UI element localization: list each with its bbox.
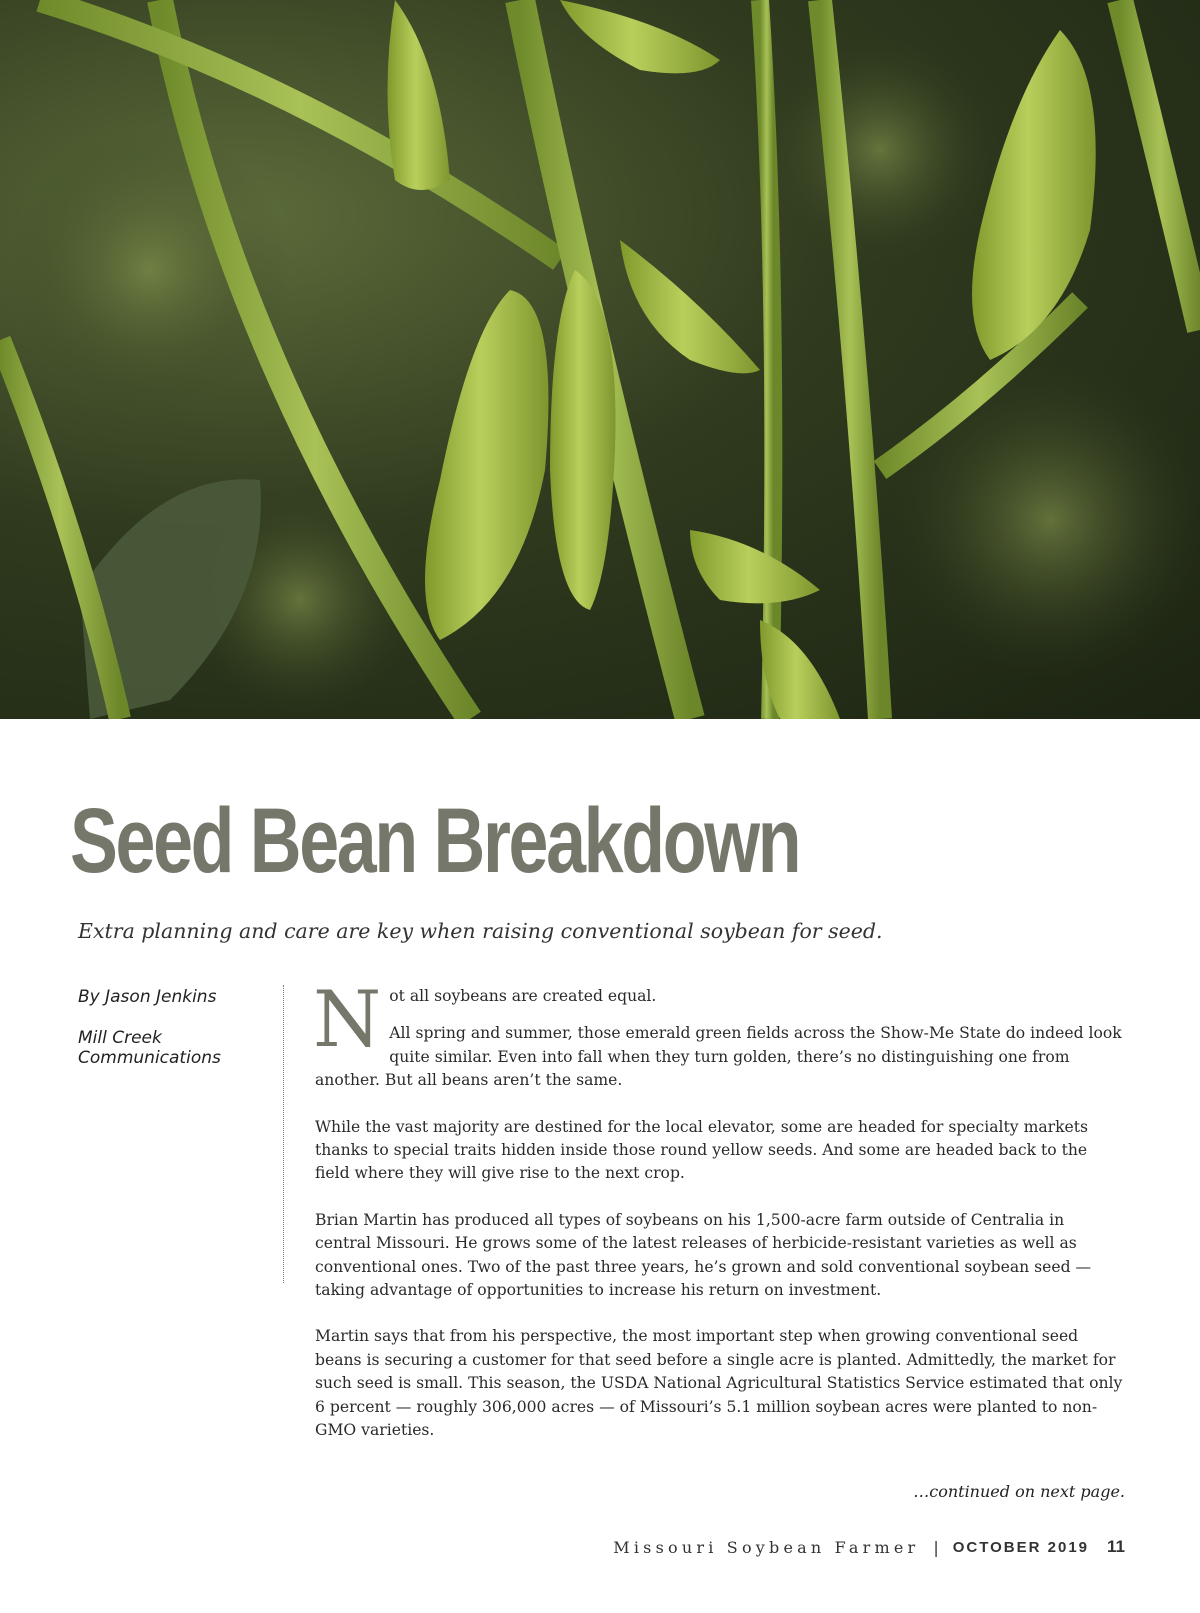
author-name: By Jason Jenkins — [78, 987, 217, 1007]
article-body — [313, 975, 1125, 1466]
column-divider — [283, 985, 284, 1283]
hero-photo — [0, 0, 1200, 719]
page-number: 11 — [1107, 1537, 1125, 1556]
continued-note: …continued on next page. — [913, 1482, 1125, 1501]
paragraph: Martin says that from his perspective, the most important step when growing conventional seed beans is securing a customer for that seed before a single acre is planted. Admittedly, the market for such seed is small. This season, the USDA National Agricultural Statistics Service estimated that only 6 percent — roughly 306,000 acres — of Missouri’s 5.1 million soybean acres were planted to non-GMO varieties. — [315, 1327, 1123, 1440]
author-organization: Mill Creek Communications — [78, 1028, 221, 1068]
magazine-name: Missouri Soybean Farmer — [613, 1537, 920, 1557]
issue-date: OCTOBER 2019 — [952, 1538, 1090, 1556]
byline — [78, 987, 278, 1068]
footer-separator: | — [933, 1537, 939, 1557]
page-footer — [613, 1537, 1125, 1557]
paragraph: While the vast majority are destined for the local elevator, some are headed for specialty markets thanks to special traits hidden inside those round yellow seeds. And some are headed back to the field where they will give rise to the next crop. — [315, 1117, 1089, 1183]
paragraph: Brian Martin has produced all types of soybeans on his 1,500-acre farm outside of Centralia in central Missouri. He grows some of the latest releases of herbicide-resistant varieties as well as conventional ones. Two of the past three years, he’s grown and sold conventional soybean seed — taking advantage of opportunities to increase his return on investment. — [315, 1210, 1092, 1300]
article-title: Seed Bean Breakdown — [70, 790, 800, 892]
paragraph: All spring and summer, those emerald green fields across the Show-Me State do indeed look quite similar. Even into fall when they turn golden, there’s no distinguishing one from another. But all beans aren’t the same. — [315, 1024, 1122, 1090]
soybean-pods-illustration — [0, 0, 1200, 719]
drop-cap: N — [313, 975, 382, 1065]
article-subtitle: Extra planning and care are key when raising conventional soybean for seed. — [78, 919, 883, 943]
paragraph-text: ot all soybeans are created equal. — [389, 987, 657, 1005]
